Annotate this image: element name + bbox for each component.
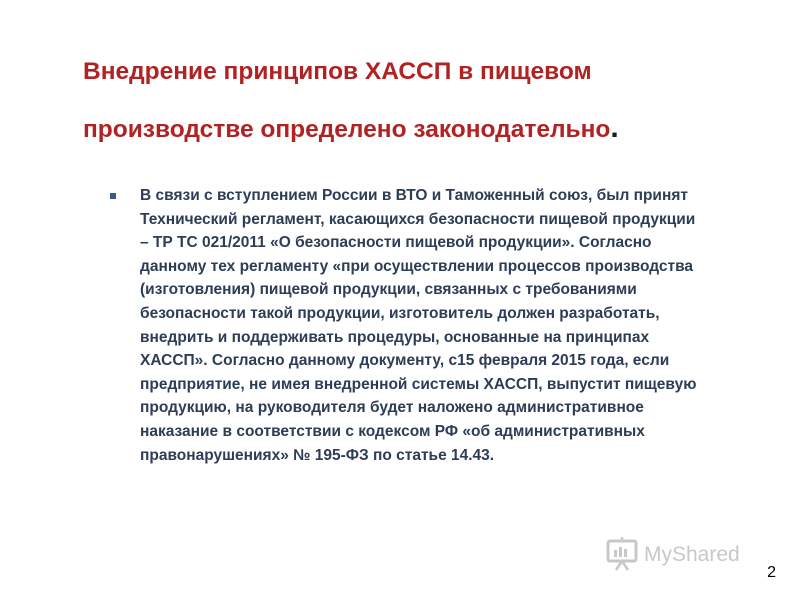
title-line-1: Внедрение принципов ХАССП в пищевом [83, 58, 592, 85]
body-line: – ТР ТС 021/2011 «О безопасности пищевой продукции». Согласно [140, 234, 652, 252]
body-line: предприятие, не имея внедренной системы ХАССП, выпустит пищевую [140, 375, 697, 393]
body-line: безопасности такой продукции, изготовитель должен разработать, [140, 304, 660, 322]
body-paragraph [140, 184, 750, 467]
myshared-watermark [606, 536, 766, 572]
title-line-2 [83, 100, 763, 158]
body-line: (изготовления) пищевой продукции, связанных с требованиями [140, 281, 637, 299]
bullet-marker [110, 193, 116, 199]
body-line: внедрить и поддерживать процедуры, основанные на принципах [140, 328, 650, 346]
title-line-2-text: производстве определено законодательно [83, 116, 611, 143]
body-line: продукцию, на руководителя будет наложено административное [140, 399, 644, 417]
body-line: Технический регламент, касающихся безопасности пищевой продукции [140, 210, 696, 228]
presentation-board-icon [606, 536, 766, 572]
body-line: В связи с вступлением России в ВТО и Таможенный союз, был принят [140, 187, 688, 204]
body-line: данному тех регламенту «при осуществлении процессов производства [140, 257, 694, 275]
watermark-text: MyShared [644, 543, 740, 566]
page-number: 2 [767, 564, 776, 581]
body-line: правонарушениях» № 195-ФЗ по статье 14.43. [140, 446, 495, 464]
title-period: . [610, 111, 619, 144]
body-line: ХАССП». Согласно данному документу, с15 февраля 2015 года, если [140, 352, 670, 370]
body-line: наказание в соответствии с кодексом РФ «об административных [140, 422, 645, 440]
slide-title [83, 44, 763, 158]
